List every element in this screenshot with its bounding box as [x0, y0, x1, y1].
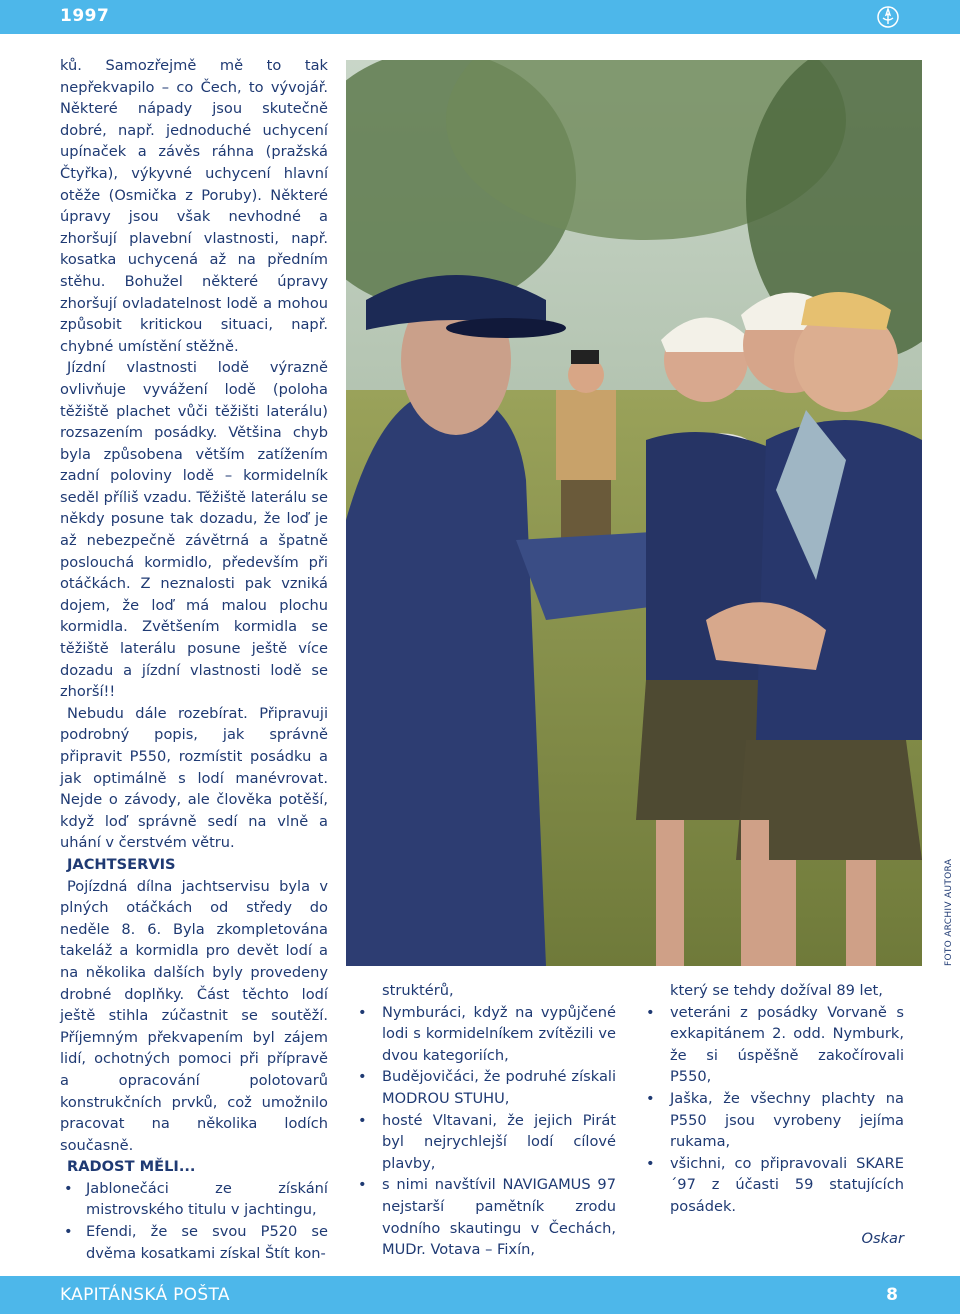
list-item: • Budějovičáci, že podruhé získali MODROU STUHU, [354, 1066, 616, 1109]
list-item: • Efendi, že se svou P520 se dvěma kosatkami získal Štít kon- [60, 1221, 328, 1264]
page-number: 8 [886, 1285, 898, 1305]
continuation-text: který se tehdy dožíval 89 let, [670, 982, 883, 999]
continuation-text: struktérů, [382, 982, 454, 999]
list-item: • všichni, co připravovali SKARE ´97 z účasti 59 statujících posádek. [642, 1153, 904, 1218]
list-item: • Jablonečáci ze získání mistrovského titulu v jachtingu, [60, 1178, 328, 1221]
author-signature: Oskar [861, 1229, 904, 1247]
award-ceremony-photo [346, 60, 922, 966]
right-bullet-list [642, 1002, 904, 1218]
list-item: • s nimi navštívil NAVIGAMUS 97 nejstarší pamětník zrodu vodního skautingu v Čechách, MUDr. Votava – Fixín, [354, 1174, 616, 1260]
left-text-column [60, 55, 328, 1264]
footer-bar [0, 1276, 960, 1314]
list-item: • Nymburáci, když na vypůjčené lodi s kormidelníkem zvítězili ve dvou kategoriích, [354, 1002, 616, 1067]
right-text-column [642, 980, 904, 1249]
header-bar [0, 0, 960, 34]
heading-jachtservis: JACHTSERVIS [67, 855, 176, 873]
photo-credit: FOTO ARCHIV AUTORA [944, 858, 954, 966]
paragraph-4: Pojízdná dílna jachtservisu byla v plných otáčkách od středy do neděle 8. 6. Byla zkompletována takeláž a kormidla pro devět lodí a na několika dalších byly provedeny drobné doplňky. Část těchto lodí ještě stihla zúčastnit se soutěží. Příjemným překvapením byl zájem lidí, ochotných pomoci při přípravě a opracování polotovarů konstrukčních prvků, což umožnilo pracovat na několika lodích současně. [60, 877, 328, 1154]
scout-emblem-icon [876, 5, 900, 29]
list-item: • veteráni z posádky Vorvaně s exkapitánem 2. odd. Nymburk, že si úspěšně zakočírovali P550, [642, 1002, 904, 1088]
list-item: • Jaška, že všechny plachty na P550 jsou vyrobeny jejíma rukama, [642, 1088, 904, 1153]
list-item: • hosté Vltavani, že jejich Pirát byl nejrychlejší lodí cílové plavby, [354, 1110, 616, 1175]
paragraph-3: Nebudu dále rozebírat. Připravuji podrobný popis, jak správně připravit P550, rozmístit posádku a jak optimálně s lodí manévrovat. Nejde o závody, ale člověka potěší, když loď správně sedí na vlně a uhání v čerstvém větru. [60, 704, 328, 852]
middle-text-column [354, 980, 616, 1261]
issue-year: 1997 [60, 6, 110, 26]
middle-bullet-list [354, 1002, 616, 1261]
heading-radost-meli: RADOST MĚLI... [67, 1158, 196, 1176]
magazine-title: KAPITÁNSKÁ POŠTA [60, 1285, 230, 1305]
paragraph-1: ků. Samozřejmě mě to tak nepřekvapilo – co Čech, to vývojář. Některé nápady jsou skutečně dobré, např. jednoduché uchycení upínaček a závěs ráhna (pražská Čtyřka), výkyvné uchycení hlavní otěže (Osmička z Poruby). Některé úpravy jsou však nevhodné a zhoršují plavební vlastnosti, např. kosatka uchycená až na předním stěhu. Bohužel některé úpravy zhoršují ovladatelnost lodě a mohou způsobit kritickou situaci, např. chybné umístění stěžně. [60, 57, 328, 355]
left-bullet-list [60, 1178, 328, 1264]
paragraph-2: Jízdní vlastnosti lodě výrazně ovlivňuje vyvážení lodě (poloha těžiště plachet vůči těžišti laterálu) rozsazením posádky. Většina chyb byla způsobena větším zatížením zadní poloviny lodě – kormidelník seděl příliš vzadu. Těžiště laterálu se někdy posune tak dozadu, že loď je až nebezpečně závětrná a špatně poslouchá kormidlo, především při otáčkách. Z neznalosti pak vzniká dojem, že loď má malou plochu kormidla. Zvětšením kormidla se těžiště laterálu posune ještě více dozadu a jízdní vlastnosti lodě se zhorší!! [60, 359, 328, 701]
